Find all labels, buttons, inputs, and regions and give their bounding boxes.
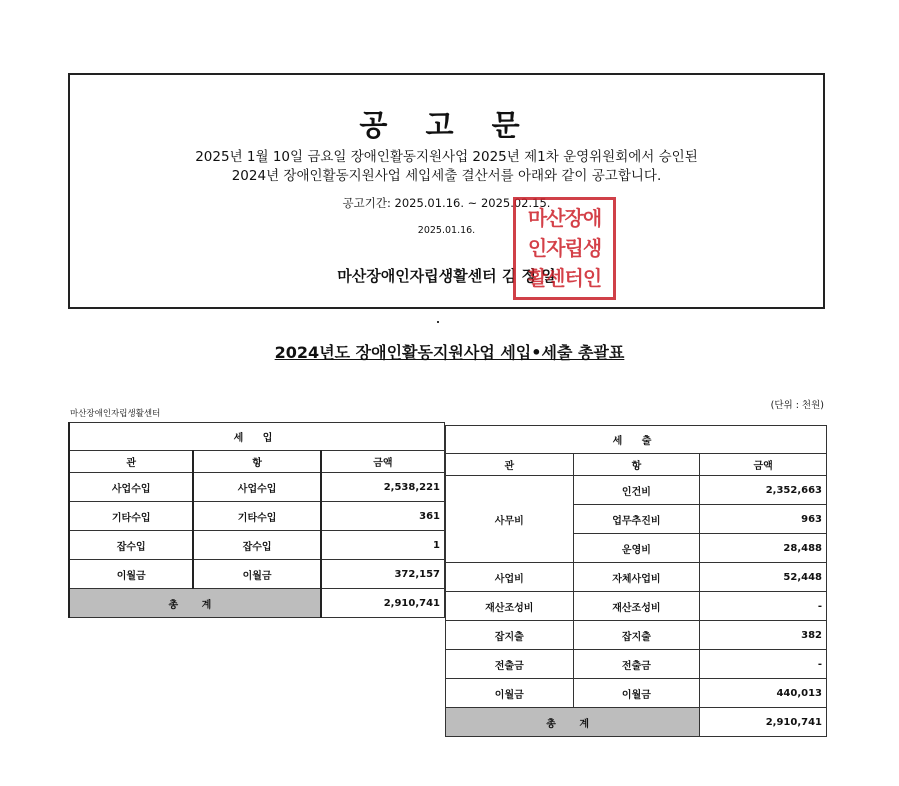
gwan-cell: 전출금 <box>446 650 574 679</box>
expenditure-table <box>445 425 827 737</box>
amount-cell: - <box>700 650 827 679</box>
total-row <box>446 708 827 737</box>
stray-dot <box>437 321 439 323</box>
revenue-header: 세 입 <box>69 423 445 451</box>
table-row <box>446 650 827 679</box>
notice-date: 2025.01.16. <box>417 225 476 236</box>
gwan-cell: 잡수입 <box>69 531 193 560</box>
amount-cell: 1 <box>321 531 445 560</box>
hang-cell: 전출금 <box>573 650 700 679</box>
column-header: 항 <box>573 454 700 476</box>
unit-label: (단위 : 천원) <box>770 400 824 411</box>
hang-cell: 인건비 <box>573 476 700 505</box>
amount-cell: 963 <box>700 505 827 534</box>
hang-cell: 업무추진비 <box>573 505 700 534</box>
column-header: 금액 <box>700 454 827 476</box>
column-header: 관 <box>69 451 193 473</box>
seal-line-1: 마산장애 <box>527 206 602 230</box>
sheet-title: 2024년도 장애인활동지원사업 세입•세출 총괄표 <box>274 343 625 362</box>
amount-cell: 361 <box>321 502 445 531</box>
table-row <box>69 560 445 589</box>
hang-cell: 사업수입 <box>193 473 320 502</box>
notice-line-1: 2025년 1월 10일 금요일 장애인활동지원사업 2025년 제1차 운영위원회에서 승인된 <box>195 149 698 165</box>
table-row <box>446 563 827 592</box>
notice-period: 공고기간: 2025.01.16. ~ 2025.02.15. <box>342 196 551 210</box>
notice-line-2: 2024년 장애인활동지원사업 세입세출 결산서를 아래와 같이 공고합니다. <box>231 168 662 184</box>
revenue-table <box>68 422 445 618</box>
seal-line-2: 인자립생 <box>527 236 602 260</box>
gwan-cell: 기타수입 <box>69 502 193 531</box>
total-label: 총 계 <box>69 589 321 618</box>
official-seal-stamp <box>513 197 616 300</box>
seal-line-3: 활센터인 <box>527 266 602 290</box>
notice-box <box>68 73 825 309</box>
amount-cell: 2,538,221 <box>321 473 445 502</box>
gwan-cell: 사무비 <box>446 476 574 563</box>
gwan-cell: 사업비 <box>446 563 574 592</box>
column-header: 금액 <box>321 451 445 473</box>
hang-cell: 잡지출 <box>573 621 700 650</box>
hang-cell: 이월금 <box>193 560 320 589</box>
hang-cell: 기타수입 <box>193 502 320 531</box>
table-row <box>69 502 445 531</box>
total-label: 총 계 <box>446 708 700 737</box>
amount-cell: 52,448 <box>700 563 827 592</box>
hang-cell: 자체사업비 <box>573 563 700 592</box>
notice-title: 공 고 문 <box>359 108 534 142</box>
notice-organization: 마산장애인자립생활센터 김 정 일 <box>337 267 556 285</box>
amount-cell: - <box>700 592 827 621</box>
table-row <box>446 592 827 621</box>
sheet-organization: 마산장애인자립생활센터 <box>70 409 161 419</box>
hang-cell: 잡수입 <box>193 531 320 560</box>
hang-cell: 재산조성비 <box>573 592 700 621</box>
expenditure-header: 세 출 <box>446 426 827 454</box>
gwan-cell: 사업수입 <box>69 473 193 502</box>
gwan-cell: 재산조성비 <box>446 592 574 621</box>
table-row <box>69 531 445 560</box>
hang-cell: 운영비 <box>573 534 700 563</box>
gwan-cell: 이월금 <box>69 560 193 589</box>
hang-cell: 이월금 <box>573 679 700 708</box>
table-row <box>446 679 827 708</box>
gwan-cell: 이월금 <box>446 679 574 708</box>
column-header: 관 <box>446 454 574 476</box>
total-amount: 2,910,741 <box>700 708 827 737</box>
gwan-cell: 잡지출 <box>446 621 574 650</box>
total-amount: 2,910,741 <box>321 589 445 618</box>
table-row <box>446 621 827 650</box>
amount-cell: 2,352,663 <box>700 476 827 505</box>
table-row <box>69 473 445 502</box>
column-header: 항 <box>193 451 320 473</box>
amount-cell: 382 <box>700 621 827 650</box>
amount-cell: 440,013 <box>700 679 827 708</box>
amount-cell: 372,157 <box>321 560 445 589</box>
amount-cell: 28,488 <box>700 534 827 563</box>
table-row <box>446 476 827 505</box>
total-row <box>69 589 445 618</box>
